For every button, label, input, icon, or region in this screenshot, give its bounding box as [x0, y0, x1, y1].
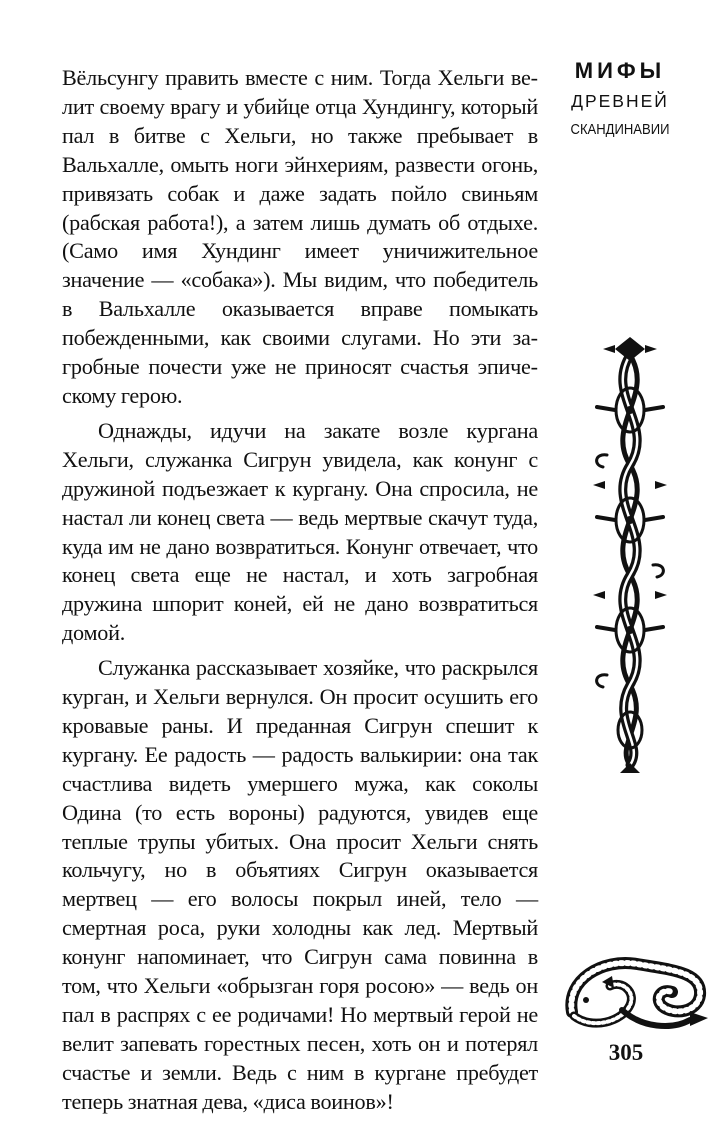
serpent-ornament-icon — [562, 950, 712, 1035]
paragraph-sigrun: Служанка рассказывает хозяйке, что раскрылся курган, и Хельги вернулся. Он просит осушить его кровавые раны. И преданная Сигрун спешит к кургану. Ее радость — радость валькирии: она так счастлива видеть умершего мужа, как соколы Одина (то есть вороны) радуются, увидев еще теплые трупы убитых. Она просит Хельги снять кольчугу, но в объятиях Сигрун оказывается мертвец — его волосы покрыл иней, тело — смертная роса, руки холодны как лед. Мертвый конунг напоминает, что Сигрун сама повинна в том, что Хельги «обрызган горя росою» — ведь он пал в распрях с ее родичами! Но мертвый герой не велит запевать горестных песен, хоть он и потерял счастье и земли. Ведь с ним в кургане пребудет теперь знатная дева, «диса воинов»! — [62, 655, 538, 1114]
paragraph-continuation: Вёльсунгу править вместе с ним. Тогда Хельги велит своему врагу и убийце отца Хундингу, который пал в битве с Хельги, но также пребывает в Вальхалле, омыть ноги эйнхериям, развести огонь, привязать собак и даже задать пойло свиньям (рабская работа!), а затем лишь думать об отдыхе. (Само имя Хундинг имеет уничижительное значение — «собака»). Мы видим, что победитель в Вальхалле оказывается вправе помыкать побежденными, как своими слугами. Но эти загробные почести уже не приносят счастья эпическому герою. — [62, 65, 538, 408]
paragraph-funeral-ride: Однажды, идучи на закате возле кургана Хельги, служанка Сигрун увидела, как конунг с дружиной подъезжает к кургану. Она спросила, не настал ли конец света — ведь мертвые скачут туда, куда им не дано возвратиться. Конунг отвечает, что конец света еще не настал, и хоть загробная дружина шпорит коней, ей не дано возвратиться домой. — [62, 417, 538, 646]
main-text — [62, 64, 538, 1117]
running-head-line-1: МИФЫ — [574, 58, 666, 83]
running-head-line-3: СКАНДИНАВИИ — [570, 122, 670, 138]
page-number: 305 — [608, 1040, 644, 1065]
running-head-line-2: ДРЕВНЕЙ — [571, 91, 669, 111]
knotwork-ornament-icon — [585, 335, 675, 775]
running-head — [565, 56, 675, 144]
